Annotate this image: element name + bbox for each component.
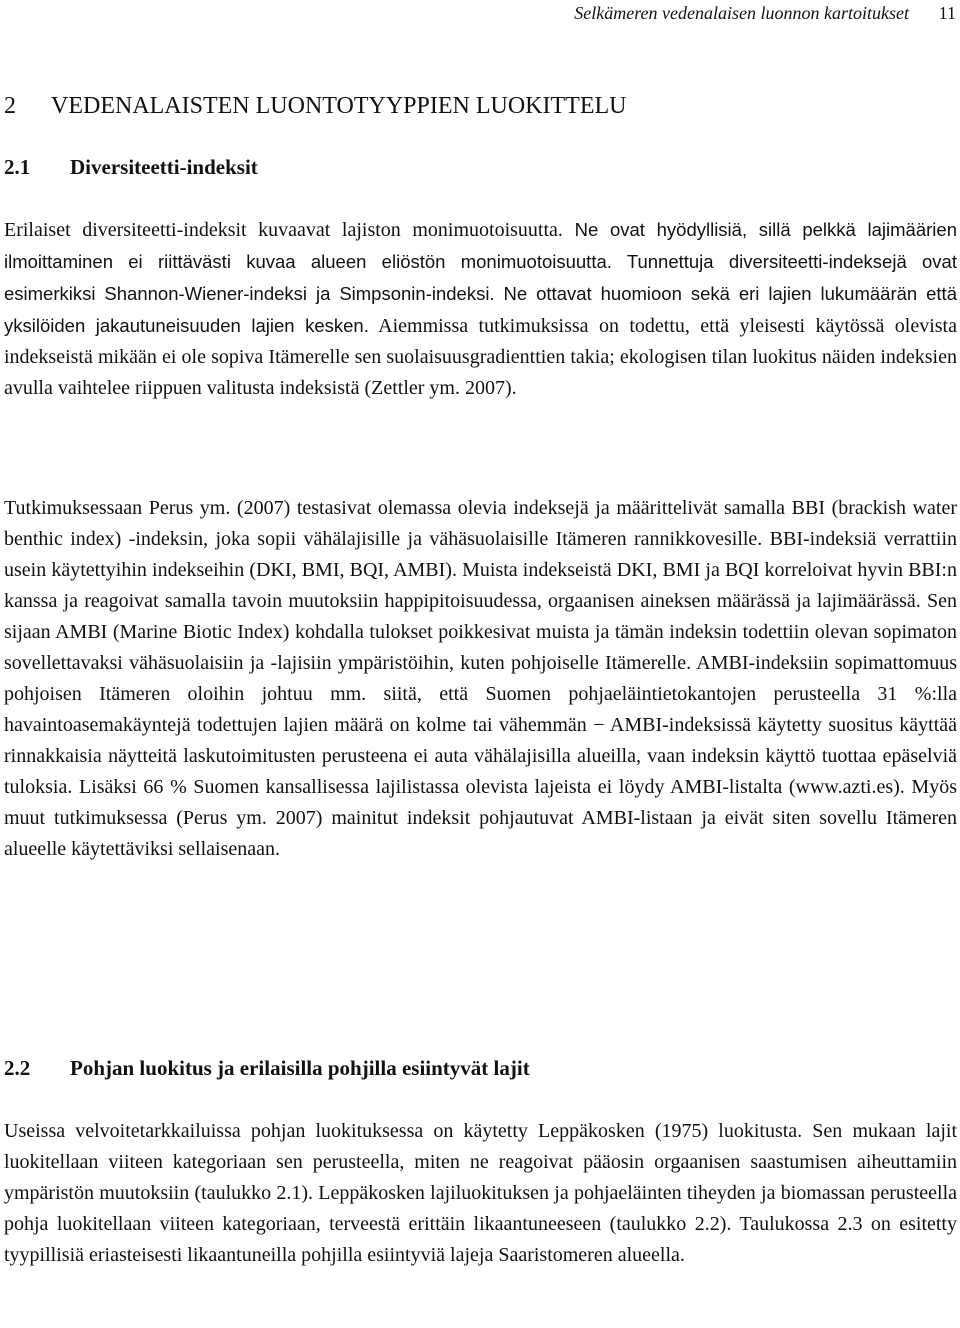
paragraph-diversity-indices	[4, 214, 957, 404]
section-2-2-heading	[4, 1056, 530, 1081]
section-2-title: VEDENALAISTEN LUONTOTYYPPIEN LUOKITTELU	[51, 93, 627, 119]
section-2-1-heading	[4, 155, 258, 180]
paragraph-diversity-conclusion: Aiemmissa tutkimuksissa on todettu, että yleisesti käytössä olevista indekseistä mikään ei ole sopiva Itämerelle sen suolaisuusgradienttien takia; ekologisen tilan luokitus näiden indeksien avulla vaihtelee riippuen valitusta indeksistä (Zettler ym. 2007).	[4, 315, 957, 399]
section-2-2-title: Pohjan luokitus ja erilaisilla pohjilla esiintyvät lajit	[70, 1056, 530, 1080]
paragraph-bbi-index: Tutkimuksessaan Perus ym. (2007) testasivat olemassa olevia indeksejä ja määrittelivät samalla BBI (brackish water benthic index) -indeksin, joka sopii vähälajisille ja vähäsuolaisille Itämeren rannikkovesille. BBI-indeksiä verrattiin usein käytettyihin indekseihin (DKI, BMI, BQI, AMBI). Muista indekseistä DKI, BMI ja BQI korreloivat hyvin BBI:n kanssa ja reagoivat samalla tavoin muutoksiin happipitoisuudessa, orgaanisen aineksen määrässä ja lajimäärässä. Sen sijaan AMBI (Marine Biotic Index) kohdalla tulokset poikkesivat muista ja tämän indeksin todettiin olevan sopimaton sovellettavaksi vähäsuolaisiin ja -lajisiin ympäristöihin, kuten pohjoiselle Itämerelle. AMBI-indeksiin sopimattomuus pohjoisen Itämeren oloihin johtuu mm. siitä, että Suomen pohjaeläintietokantojen perusteella 31 %:lla havaintoasemakäyntejä todettujen lajien määrä on kolme tai vähemmän − AMBI-indeksissä käytetty suositus käyttää rinnakkaisia näytteitä laskutoimitusten perusteena ei auta vähälajisilla alueilla, vaan indeksin käyttö tuottaa epäselviä tuloksia. Lisäksi 66 % Suomen kansallisessa lajilistassa olevista lajeista ei löydy AMBI-listalta (www.azti.es). Myös muut tutkimuksessa (Perus ym. 2007) mainitut indeksit pohjautuvat AMBI-listaan ja eivät siten sovellu Itämeren alueelle käytettäviksi sellaisenaan.	[4, 497, 957, 860]
page-number: 11	[938, 3, 956, 23]
paragraph-diversity-sans: Ne ovat hyödyllisiä, sillä pelkkä lajimäärien ilmoittaminen ei riittävästi kuvaa alueen eliöstön monimuotoisuutta. Tunnettuja diversiteetti-indeksejä ovat esimerkiksi Shannon-Wiener-indeksi ja Simpsonin-indeksi. Ne ottavat huomioon sekä eri lajien lukumäärän että yksilöiden jakautuneisuuden lajien kesken.	[4, 219, 957, 336]
section-2-1-number: 2.1	[4, 155, 31, 179]
running-header	[0, 0, 960, 30]
running-title: Selkämeren vedenalaisen luonnon kartoitukset	[574, 3, 909, 23]
section-2-heading	[4, 93, 626, 120]
section-2-number: 2	[4, 93, 16, 119]
section-2-1-title: Diversiteetti-indeksit	[70, 155, 258, 179]
paragraph-diversity-intro: Erilaiset diversiteetti-indeksit kuvaavat lajiston monimuotoisuutta.	[4, 219, 563, 241]
paragraph-bottom-classification: Useissa velvoitetarkkailuissa pohjan luokituksessa on käytetty Leppäkosken (1975) luokitusta. Sen mukaan lajit luokitellaan viiteen kategoriaan sen perusteella, miten ne reagoivat pääosin orgaanisen saastumisen aiheuttamiin ympäristön muutoksiin (taulukko 2.1). Leppäkosken lajiluokituksen ja pohjaeläinten tiheyden ja biomassan perusteella pohja luokitellaan viiteen kategoriaan, terveestä erittäin likaantuneeseen (taulukko 2.2). Taulukossa 2.3 on esitetty tyypillisiä eriasteisesti likaantuneilla pohjilla esiintyviä lajeja Saaristomeren alueella.	[4, 1120, 957, 1266]
section-2-2-number: 2.2	[4, 1056, 31, 1080]
